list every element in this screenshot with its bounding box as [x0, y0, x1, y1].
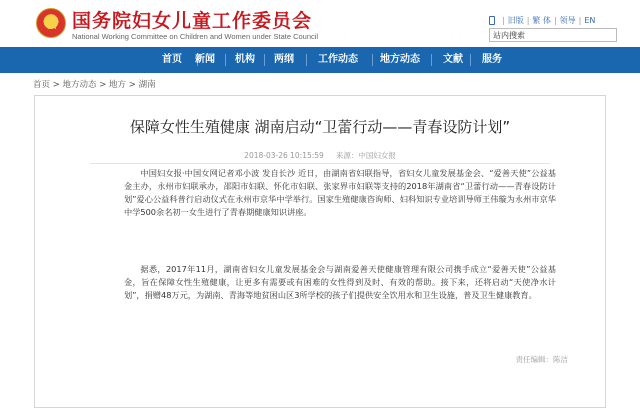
nav-local-updates[interactable]: 地方动态: [380, 54, 420, 65]
article-paragraph: 据悉，2017年11月，湖南省妇女儿童发展基金会与湖南爱善天使健康管理有限公司携手成立“爱善天使”公益基金，旨在保障女性生殖健康，让更多有需要或有困难的女性得到及时、有效的帮助。接下来，还将启动“天使净水计划”，捐赠48万元，为湖南、青海等地贫困山区3所学校的孩子们提供安全饮用水和卫生设施，普及卫生健康教育。: [124, 264, 556, 300]
mobile-phone-icon[interactable]: [489, 16, 495, 25]
responsible-editor: 责任编辑：陈洁: [515, 355, 568, 364]
nav-documents[interactable]: 文献: [443, 54, 463, 65]
publish-date: 2018-03-26 10:15:59: [244, 151, 324, 160]
link-leadership[interactable]: 领导: [559, 15, 576, 25]
article-paragraph: 中国妇女报·中国女网记者邓小波 发自长沙 近日，由湖南省妇联指导，省妇女儿童发展基金会、“爱善天使”公益基金主办，永州市妇联承办，邵阳市妇联、怀化市妇联、张家界市妇联等支持的2018年湖南省“卫蕾行动——青春设防计划”爱心公益科普行启动仪式在永州市京华中学举行。国家生殖健康咨询师、妇科知识专业培训导师王伟璇为永州市京华中学500余名初一女生进行了青春期健康知识讲座。: [124, 168, 556, 217]
language-links: | 旧版 | 繁 体 | 领导 | EN: [489, 14, 595, 26]
site-header: [0, 0, 640, 45]
article-source: 来源：中国妇女报: [335, 151, 396, 160]
nav-home[interactable]: 首页: [162, 54, 182, 65]
site-subtitle: National Working Committee on Children and Women under State Council: [72, 32, 319, 41]
link-traditional[interactable]: 繁 体: [532, 15, 551, 25]
nav-services[interactable]: 服务: [482, 54, 502, 65]
article-meta: [35, 150, 605, 161]
link-english[interactable]: EN: [584, 15, 596, 25]
link-old-version[interactable]: 旧版: [507, 15, 524, 25]
breadcrumb[interactable]: 首页 > 地方动态 > 地方 > 湖南: [33, 80, 156, 90]
nav-organization[interactable]: 机构: [235, 54, 255, 65]
main-nav: [0, 47, 640, 73]
divider: [90, 163, 550, 164]
national-emblem-icon: [36, 8, 66, 38]
article-title: 保障女性生殖健康 湖南启动“卫蕾行动——青春设防计划”: [129, 118, 511, 136]
search-input[interactable]: 站内搜索: [489, 28, 617, 42]
nav-work-updates[interactable]: 工作动态: [318, 54, 358, 65]
nav-news[interactable]: 新闻: [195, 54, 215, 65]
nav-two-programs[interactable]: 两纲: [274, 54, 294, 65]
article-panel: [34, 95, 606, 408]
site-title[interactable]: 国务院妇女儿童工作委员会: [72, 10, 313, 32]
